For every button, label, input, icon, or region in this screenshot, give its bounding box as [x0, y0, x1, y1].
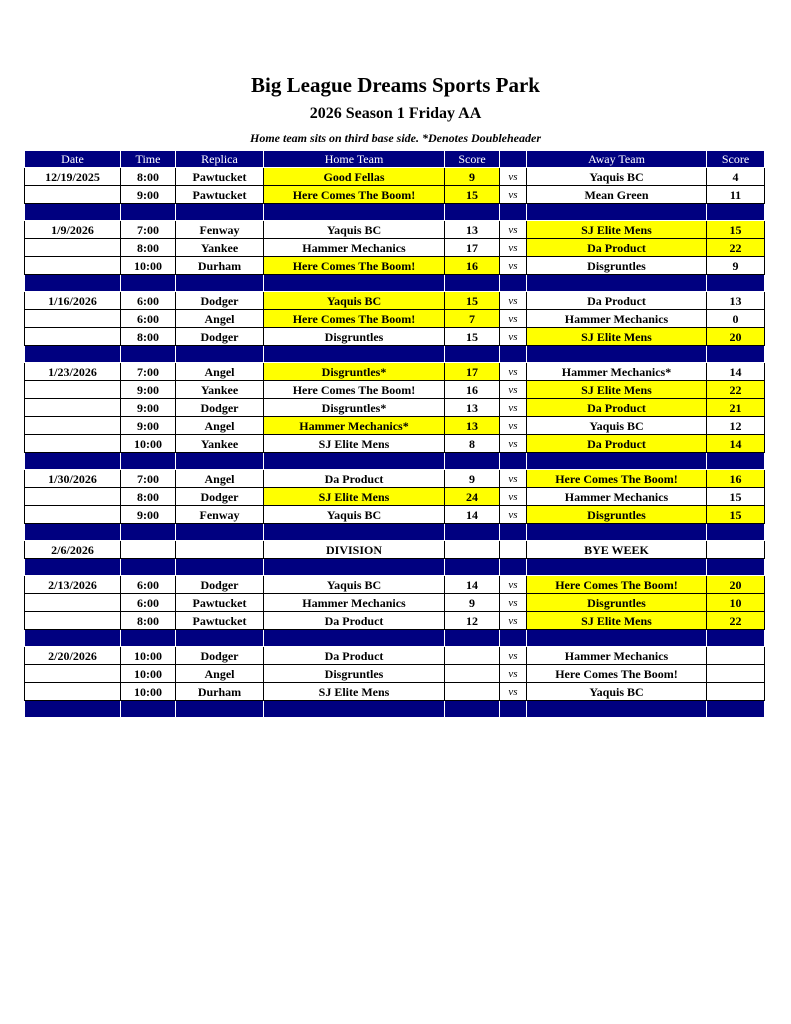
separator-cell [264, 204, 445, 221]
away-score-cell: 9 [707, 257, 765, 275]
date-cell [25, 399, 121, 417]
date-cell [25, 435, 121, 453]
home-score-cell [445, 647, 500, 665]
home-team-cell: SJ Elite Mens [264, 435, 445, 453]
home-score-cell: 13 [445, 221, 500, 239]
away-score-cell: 20 [707, 328, 765, 346]
separator-cell [121, 275, 176, 292]
home-team-cell: Good Fellas [264, 168, 445, 186]
separator-cell [445, 346, 500, 363]
home-team-cell: Yaquis BC [264, 576, 445, 594]
col-header-time: Time [121, 151, 176, 168]
separator-cell [176, 453, 264, 470]
separator-cell [500, 630, 527, 647]
replica-cell: Yankee [176, 239, 264, 257]
separator-cell [500, 346, 527, 363]
separator-cell [707, 630, 765, 647]
home-score-cell [445, 683, 500, 701]
separator-cell [176, 630, 264, 647]
away-score-cell: 15 [707, 506, 765, 524]
away-team-cell: Disgruntles [527, 506, 707, 524]
away-score-cell [707, 665, 765, 683]
separator-cell [500, 524, 527, 541]
date-cell [25, 665, 121, 683]
date-cell [25, 239, 121, 257]
time-cell: 8:00 [121, 328, 176, 346]
home-team-cell: Hammer Mechanics* [264, 417, 445, 435]
home-team-cell: Disgruntles* [264, 399, 445, 417]
home-score-cell: 8 [445, 435, 500, 453]
separator-row [25, 453, 765, 470]
replica-cell: Angel [176, 665, 264, 683]
home-score-cell: 24 [445, 488, 500, 506]
home-team-cell: Here Comes The Boom! [264, 381, 445, 399]
home-score-cell: 9 [445, 470, 500, 488]
replica-cell: Fenway [176, 221, 264, 239]
vs-cell: vs [500, 683, 527, 701]
separator-cell [445, 275, 500, 292]
home-score-cell: 15 [445, 328, 500, 346]
date-cell [25, 417, 121, 435]
vs-cell: vs [500, 239, 527, 257]
vs-cell: vs [500, 186, 527, 204]
date-cell [25, 328, 121, 346]
separator-cell [25, 204, 121, 221]
home-team-cell: Here Comes The Boom! [264, 310, 445, 328]
separator-cell [264, 630, 445, 647]
vs-cell: vs [500, 292, 527, 310]
home-score-cell: 17 [445, 363, 500, 381]
date-cell: 1/23/2026 [25, 363, 121, 381]
home-score-cell: 15 [445, 292, 500, 310]
table-row [25, 310, 765, 328]
replica-cell: Dodger [176, 488, 264, 506]
separator-row [25, 559, 765, 576]
vs-cell: vs [500, 363, 527, 381]
home-team-cell: SJ Elite Mens [264, 683, 445, 701]
table-row [25, 665, 765, 683]
time-cell: 9:00 [121, 186, 176, 204]
replica-cell: Angel [176, 417, 264, 435]
separator-cell [264, 346, 445, 363]
vs-cell: vs [500, 399, 527, 417]
separator-cell [527, 559, 707, 576]
separator-cell [121, 630, 176, 647]
time-cell: 9:00 [121, 417, 176, 435]
away-score-cell: 16 [707, 470, 765, 488]
table-row [25, 417, 765, 435]
time-cell: 9:00 [121, 506, 176, 524]
vs-cell: vs [500, 310, 527, 328]
away-team-cell: SJ Elite Mens [527, 328, 707, 346]
away-team-cell: Yaquis BC [527, 417, 707, 435]
home-score-cell: 15 [445, 186, 500, 204]
away-score-cell: 21 [707, 399, 765, 417]
away-score-cell: 22 [707, 612, 765, 630]
separator-row [25, 701, 765, 718]
separator-cell [707, 524, 765, 541]
separator-cell [500, 701, 527, 718]
table-row [25, 399, 765, 417]
away-team-cell: Da Product [527, 399, 707, 417]
date-cell: 1/16/2026 [25, 292, 121, 310]
table-row [25, 239, 765, 257]
separator-cell [121, 346, 176, 363]
vs-cell: vs [500, 488, 527, 506]
separator-cell [527, 453, 707, 470]
replica-cell: Dodger [176, 576, 264, 594]
time-cell: 6:00 [121, 292, 176, 310]
separator-cell [25, 701, 121, 718]
separator-cell [707, 701, 765, 718]
replica-cell: Dodger [176, 292, 264, 310]
home-score-cell: 16 [445, 257, 500, 275]
replica-cell: Dodger [176, 328, 264, 346]
col-header-home-score: Score [445, 151, 500, 168]
separator-cell [121, 524, 176, 541]
time-cell: 7:00 [121, 221, 176, 239]
separator-cell [527, 204, 707, 221]
away-team-cell: Hammer Mechanics [527, 310, 707, 328]
home-score-cell: 14 [445, 506, 500, 524]
separator-cell [500, 204, 527, 221]
time-cell: 10:00 [121, 683, 176, 701]
home-team-cell: Hammer Mechanics [264, 239, 445, 257]
table-body [25, 168, 765, 718]
separator-cell [527, 275, 707, 292]
date-cell: 12/19/2025 [25, 168, 121, 186]
replica-cell: Yankee [176, 381, 264, 399]
date-cell: 1/9/2026 [25, 221, 121, 239]
table-row [25, 435, 765, 453]
replica-cell: Angel [176, 363, 264, 381]
home-score-cell [445, 665, 500, 683]
separator-cell [264, 453, 445, 470]
table-row [25, 647, 765, 665]
vs-cell: vs [500, 647, 527, 665]
separator-cell [500, 559, 527, 576]
table-row [25, 221, 765, 239]
away-team-cell: Here Comes The Boom! [527, 576, 707, 594]
separator-cell [264, 701, 445, 718]
away-score-cell: 20 [707, 576, 765, 594]
replica-cell [176, 541, 264, 559]
table-row [25, 186, 765, 204]
replica-cell: Yankee [176, 435, 264, 453]
away-score-cell: 13 [707, 292, 765, 310]
replica-cell: Pawtucket [176, 186, 264, 204]
home-score-cell: 12 [445, 612, 500, 630]
away-team-cell: Da Product [527, 435, 707, 453]
separator-cell [264, 559, 445, 576]
separator-cell [707, 275, 765, 292]
time-cell: 10:00 [121, 257, 176, 275]
away-team-cell: Da Product [527, 292, 707, 310]
time-cell: 10:00 [121, 665, 176, 683]
separator-cell [527, 630, 707, 647]
home-team-cell: Hammer Mechanics [264, 594, 445, 612]
col-header-away-score: Score [707, 151, 765, 168]
replica-cell: Pawtucket [176, 168, 264, 186]
vs-cell: vs [500, 328, 527, 346]
date-cell [25, 381, 121, 399]
date-cell: 2/20/2026 [25, 647, 121, 665]
away-team-cell: SJ Elite Mens [527, 221, 707, 239]
vs-cell: vs [500, 221, 527, 239]
away-score-cell: 10 [707, 594, 765, 612]
away-team-cell: Yaquis BC [527, 683, 707, 701]
separator-cell [264, 524, 445, 541]
table-row [25, 470, 765, 488]
away-score-cell: 11 [707, 186, 765, 204]
away-team-cell: Yaquis BC [527, 168, 707, 186]
home-score-cell: 13 [445, 417, 500, 435]
away-score-cell: 22 [707, 381, 765, 399]
away-score-cell: 14 [707, 435, 765, 453]
separator-cell [25, 630, 121, 647]
separator-row [25, 275, 765, 292]
replica-cell: Pawtucket [176, 612, 264, 630]
time-cell: 9:00 [121, 381, 176, 399]
separator-cell [25, 524, 121, 541]
separator-cell [707, 346, 765, 363]
separator-cell [25, 453, 121, 470]
col-header-replica: Replica [176, 151, 264, 168]
away-team-cell: Disgruntles [527, 257, 707, 275]
separator-cell [527, 524, 707, 541]
date-cell [25, 594, 121, 612]
home-team-cell: Yaquis BC [264, 292, 445, 310]
time-cell: 10:00 [121, 435, 176, 453]
table-row [25, 594, 765, 612]
time-cell: 7:00 [121, 470, 176, 488]
away-team-cell: SJ Elite Mens [527, 612, 707, 630]
vs-cell: vs [500, 506, 527, 524]
time-cell: 8:00 [121, 168, 176, 186]
home-score-cell: 14 [445, 576, 500, 594]
separator-cell [121, 453, 176, 470]
vs-cell: vs [500, 381, 527, 399]
separator-cell [445, 453, 500, 470]
time-cell [121, 541, 176, 559]
vs-cell: vs [500, 417, 527, 435]
col-header-date: Date [25, 151, 121, 168]
separator-cell [707, 204, 765, 221]
separator-cell [445, 630, 500, 647]
away-team-cell: SJ Elite Mens [527, 381, 707, 399]
home-team-cell: Yaquis BC [264, 506, 445, 524]
time-cell: 8:00 [121, 488, 176, 506]
time-cell: 7:00 [121, 363, 176, 381]
away-score-cell: 12 [707, 417, 765, 435]
date-cell [25, 186, 121, 204]
home-score-cell: 7 [445, 310, 500, 328]
time-cell: 8:00 [121, 239, 176, 257]
separator-cell [707, 559, 765, 576]
replica-cell: Dodger [176, 399, 264, 417]
separator-cell [707, 453, 765, 470]
separator-cell [25, 559, 121, 576]
away-score-cell: 15 [707, 221, 765, 239]
table-row [25, 506, 765, 524]
replica-cell: Fenway [176, 506, 264, 524]
table-row [25, 363, 765, 381]
separator-cell [176, 275, 264, 292]
separator-row [25, 524, 765, 541]
page-title: Big League Dreams Sports Park [251, 73, 540, 97]
separator-cell [176, 701, 264, 718]
home-team-cell: Da Product [264, 612, 445, 630]
table-row [25, 612, 765, 630]
separator-cell [121, 204, 176, 221]
replica-cell: Dodger [176, 647, 264, 665]
home-team-cell: Disgruntles* [264, 363, 445, 381]
separator-cell [176, 346, 264, 363]
vs-cell [500, 541, 527, 559]
separator-cell [176, 204, 264, 221]
time-cell: 6:00 [121, 310, 176, 328]
away-score-cell: 4 [707, 168, 765, 186]
home-team-cell: Da Product [264, 647, 445, 665]
table-row [25, 328, 765, 346]
table-header [25, 151, 765, 168]
separator-cell [445, 524, 500, 541]
home-team-cell: Yaquis BC [264, 221, 445, 239]
vs-cell: vs [500, 576, 527, 594]
home-score-cell [445, 541, 500, 559]
separator-cell [445, 701, 500, 718]
table-row [25, 381, 765, 399]
replica-cell: Angel [176, 470, 264, 488]
home-team-cell: Here Comes The Boom! [264, 186, 445, 204]
table-row [25, 257, 765, 275]
time-cell: 6:00 [121, 594, 176, 612]
date-cell: 2/13/2026 [25, 576, 121, 594]
date-cell: 2/6/2026 [25, 541, 121, 559]
away-score-cell: 14 [707, 363, 765, 381]
home-team-cell: DIVISION [264, 541, 445, 559]
away-team-cell: Here Comes The Boom! [527, 470, 707, 488]
col-header-home-team: Home Team [264, 151, 445, 168]
separator-cell [527, 701, 707, 718]
away-score-cell: 15 [707, 488, 765, 506]
schedule-table [24, 150, 765, 718]
separator-cell [527, 346, 707, 363]
date-cell [25, 612, 121, 630]
home-team-cell: Here Comes The Boom! [264, 257, 445, 275]
replica-cell: Durham [176, 257, 264, 275]
replica-cell: Durham [176, 683, 264, 701]
separator-cell [176, 559, 264, 576]
vs-cell: vs [500, 257, 527, 275]
home-score-cell: 16 [445, 381, 500, 399]
separator-cell [121, 559, 176, 576]
home-team-cell: Disgruntles [264, 328, 445, 346]
col-header-vs [500, 151, 527, 168]
away-team-cell: Hammer Mechanics [527, 647, 707, 665]
away-team-cell: Disgruntles [527, 594, 707, 612]
col-header-away-team: Away Team [527, 151, 707, 168]
replica-cell: Angel [176, 310, 264, 328]
vs-cell: vs [500, 594, 527, 612]
date-cell [25, 488, 121, 506]
home-team-cell: Disgruntles [264, 665, 445, 683]
away-score-cell: 0 [707, 310, 765, 328]
replica-cell: Pawtucket [176, 594, 264, 612]
time-cell: 9:00 [121, 399, 176, 417]
separator-row [25, 204, 765, 221]
vs-cell: vs [500, 168, 527, 186]
separator-cell [176, 524, 264, 541]
separator-cell [445, 559, 500, 576]
date-cell [25, 310, 121, 328]
away-score-cell [707, 683, 765, 701]
table-row [25, 683, 765, 701]
table-row [25, 576, 765, 594]
time-cell: 8:00 [121, 612, 176, 630]
time-cell: 10:00 [121, 647, 176, 665]
table-row [25, 292, 765, 310]
separator-cell [445, 204, 500, 221]
table-row [25, 541, 765, 559]
home-team-cell: SJ Elite Mens [264, 488, 445, 506]
home-score-cell: 9 [445, 594, 500, 612]
separator-cell [25, 275, 121, 292]
home-score-cell: 17 [445, 239, 500, 257]
away-team-cell: Hammer Mechanics* [527, 363, 707, 381]
vs-cell: vs [500, 470, 527, 488]
away-team-cell: Da Product [527, 239, 707, 257]
separator-row [25, 346, 765, 363]
separator-cell [264, 275, 445, 292]
away-score-cell: 22 [707, 239, 765, 257]
date-cell [25, 506, 121, 524]
away-team-cell: Here Comes The Boom! [527, 665, 707, 683]
away-team-cell: Hammer Mechanics [527, 488, 707, 506]
vs-cell: vs [500, 665, 527, 683]
home-score-cell: 9 [445, 168, 500, 186]
date-cell [25, 683, 121, 701]
page-subtitle: 2026 Season 1 Friday AA [309, 105, 482, 122]
separator-cell [500, 453, 527, 470]
separator-cell [121, 701, 176, 718]
schedule-note: Home team sits on third base side. *Denotes Doubleheader [250, 131, 541, 145]
time-cell: 6:00 [121, 576, 176, 594]
table-row [25, 168, 765, 186]
away-team-cell: BYE WEEK [527, 541, 707, 559]
away-score-cell [707, 541, 765, 559]
home-team-cell: Da Product [264, 470, 445, 488]
separator-row [25, 630, 765, 647]
away-score-cell [707, 647, 765, 665]
away-team-cell: Mean Green [527, 186, 707, 204]
vs-cell: vs [500, 435, 527, 453]
date-cell [25, 257, 121, 275]
separator-cell [500, 275, 527, 292]
vs-cell: vs [500, 612, 527, 630]
home-score-cell: 13 [445, 399, 500, 417]
table-row [25, 488, 765, 506]
date-cell: 1/30/2026 [25, 470, 121, 488]
separator-cell [25, 346, 121, 363]
